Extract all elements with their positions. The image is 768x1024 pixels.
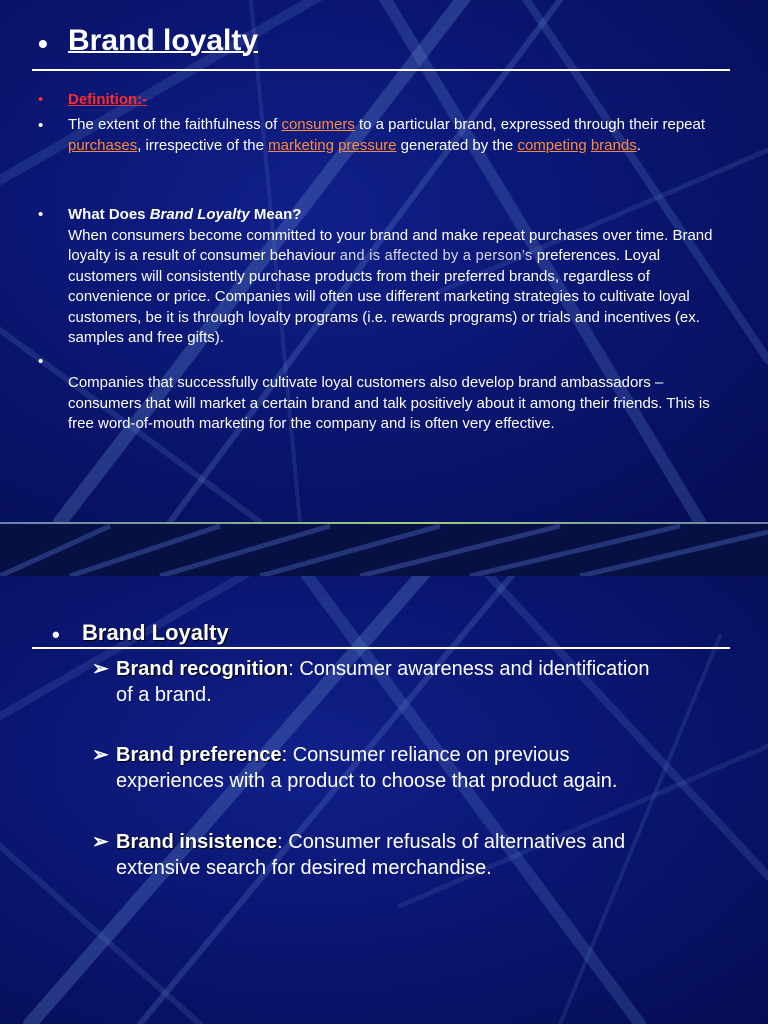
slide-title: Brand loyalty	[68, 24, 259, 57]
definition-bullet: •	[38, 91, 44, 108]
sub-item-text: : Consumer awareness and identification	[288, 658, 650, 680]
divider-streaks	[0, 522, 768, 576]
question-answer	[68, 226, 728, 349]
sub-item-recognition	[92, 656, 712, 708]
definition-segment: to a particular brand, expressed through their repeat	[354, 116, 706, 133]
question-prefix: What Does	[68, 206, 150, 223]
definition-segment: , irrespective of the	[137, 136, 269, 154]
sub-item-term: Brand recognition	[116, 658, 289, 680]
question-suffix: Mean?	[249, 206, 302, 223]
sub-item-term: Brand insistence	[116, 831, 278, 853]
sub-item-line	[92, 656, 712, 682]
empty-bullet: •	[38, 353, 44, 370]
sub-item-text: : Consumer reliance on previous	[281, 744, 570, 766]
title-rule	[32, 69, 730, 71]
sub-item-continuation: of a brand.	[116, 684, 212, 706]
sub-item-term: Brand preference	[116, 744, 282, 766]
sub-item-preference	[92, 742, 712, 794]
sub-item-continuation: extensive search for desired merchandise.	[116, 857, 492, 879]
answer-segment: preferences. Loyal customers will consistently purchase products from their preferred brands, regardless of convenience or price. Companies will often use different marketing strategies to cultivate loyal customers, be it is through loyalty programs (i.e. rewards programs) or trials and incentives (ex. samples and free gifts).	[68, 247, 700, 346]
title-rule	[32, 647, 730, 649]
link-consumers[interactable]: consumers	[281, 116, 355, 133]
arrow-bullet-icon: ➢	[92, 744, 109, 766]
arrow-bullet-icon: ➢	[92, 831, 109, 853]
slide-2	[0, 576, 768, 1024]
sub-item-text: : Consumer refusals of alternatives and	[277, 831, 626, 853]
sub-item-line	[92, 742, 712, 768]
arrow-bullet-icon: ➢	[92, 658, 109, 680]
definition-segment: generated by the	[396, 136, 518, 154]
link-marketing[interactable]: marketing	[268, 136, 334, 154]
question-bullet: •	[38, 206, 44, 223]
definition-segment: The extent of the faithfulness of	[68, 116, 282, 133]
link-pressure[interactable]: pressure	[338, 136, 397, 154]
answer-segment-light: and is affected by a person’s	[339, 248, 533, 264]
title-bullet: •	[38, 28, 48, 59]
slide-title: Brand Loyalty	[82, 620, 229, 645]
title-bullet: •	[52, 622, 60, 647]
definition-segment: .	[636, 136, 641, 154]
question-block	[68, 205, 728, 349]
link-purchases[interactable]: purchases	[68, 136, 138, 154]
ambassadors-text: Companies that successfully cultivate loyal customers also develop brand ambassadors – consumers that will market a certain brand and talk positively about it among their friends. This is free word-of-mouth marketing for the company and is often very effective.	[68, 374, 710, 432]
definition-label-text: Definition:-	[68, 91, 148, 108]
slide-divider	[0, 522, 768, 576]
question-heading	[68, 205, 728, 226]
answer-segment: When consumers become committed to your brand and make repeat purchases over time. Brand loyalty is a result of consumer behaviour	[68, 226, 713, 264]
divider-accent-line	[0, 522, 768, 524]
sub-item-insistence	[92, 829, 712, 881]
link-brands[interactable]: brands	[590, 136, 637, 154]
definition-text-bullet: •	[38, 117, 44, 134]
definition-text	[68, 115, 728, 156]
question-term: Brand Loyalty	[149, 206, 250, 223]
definition-label	[68, 90, 728, 111]
link-competing[interactable]: competing	[517, 136, 587, 154]
sub-item-continuation: experiences with a product to choose that product again.	[116, 770, 618, 792]
sub-item-line	[92, 829, 712, 855]
